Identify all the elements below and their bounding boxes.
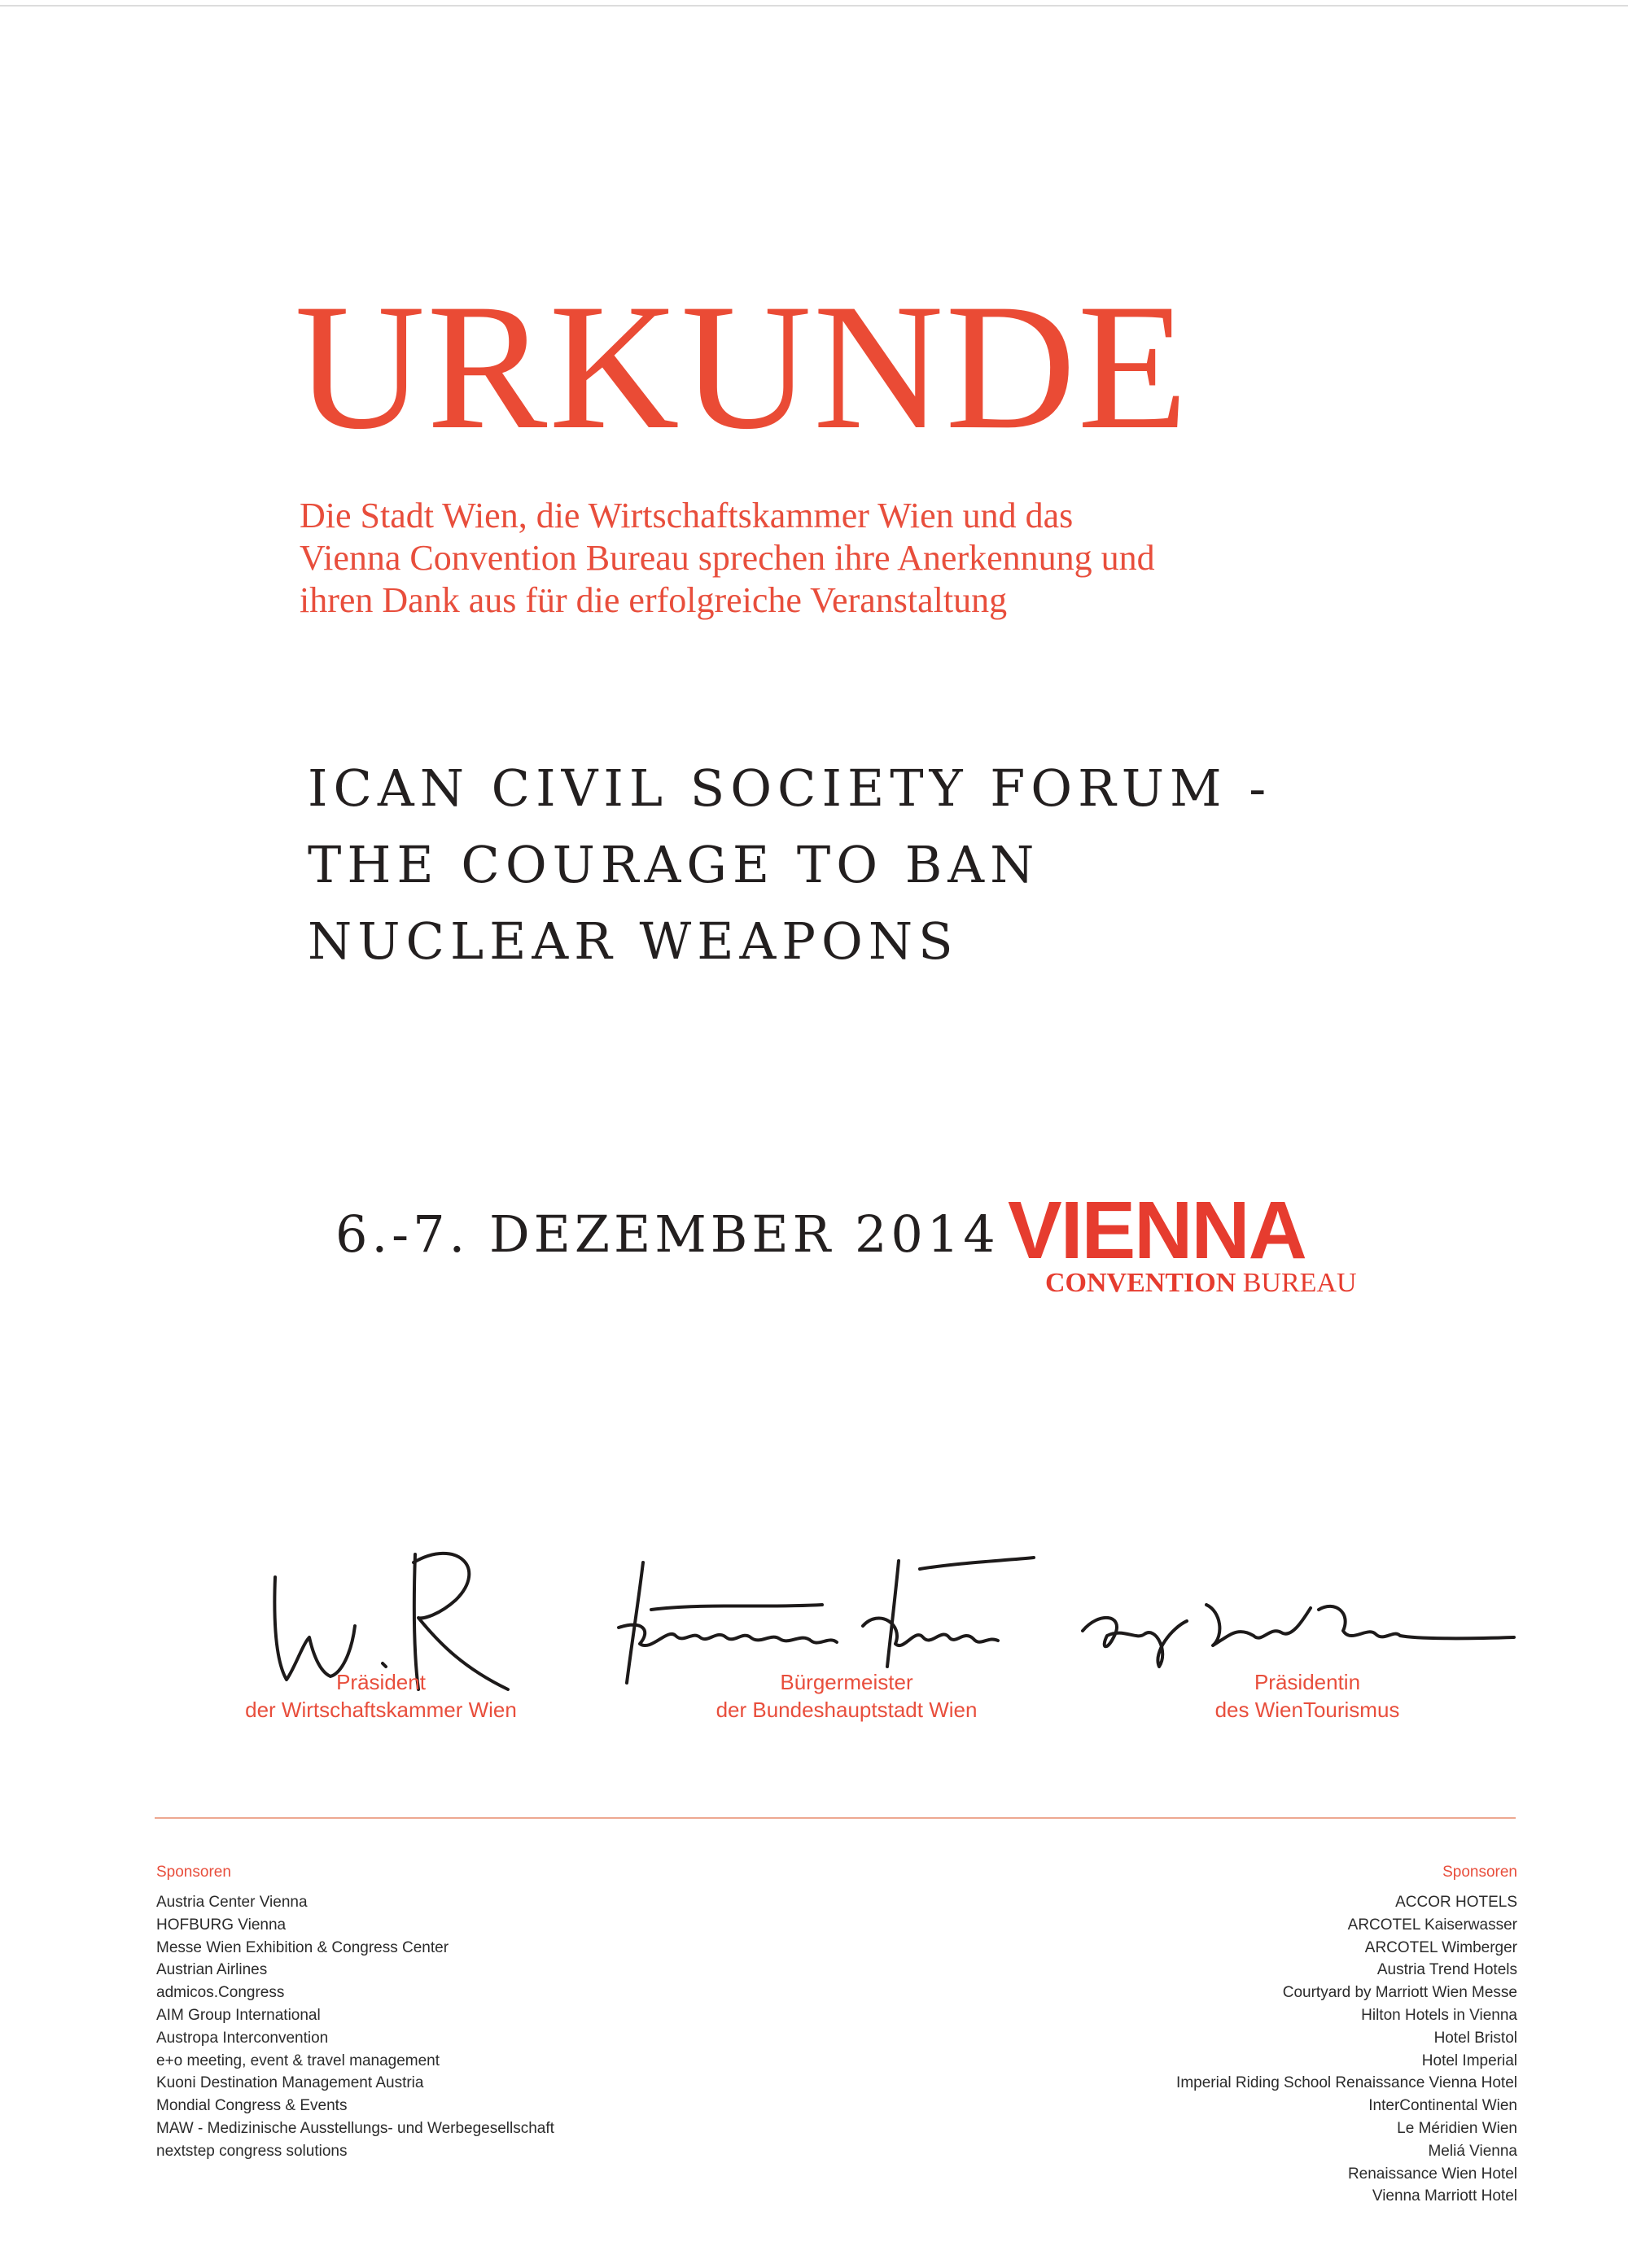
sponsor-item: Hotel Imperial	[1421, 2052, 1517, 2069]
logo-wordmark: VIENNA	[1008, 1185, 1306, 1276]
sponsor-item: Courtyard by Marriott Wien Messe	[1282, 1984, 1517, 2002]
top-edge-line	[0, 5, 1628, 7]
signatory-title: Bürgermeister	[780, 1670, 913, 1694]
event-line: ICAN CIVIL SOCIETY FORUM -	[308, 758, 1272, 818]
sponsors-list-right	[1176, 1891, 1517, 2208]
sponsor-item: Meliá Vienna	[1428, 2142, 1517, 2160]
sponsor-item: MAW - Medizinische Ausstellungs- und Werbegesellschaft	[156, 2119, 554, 2137]
signatory-title: Präsident	[336, 1670, 426, 1694]
event-line: THE COURAGE TO BAN	[308, 835, 1040, 894]
sponsor-item: InterContinental Wien	[1368, 2097, 1517, 2115]
sponsor-item: Hilton Hotels in Vienna	[1361, 2006, 1517, 2024]
event-line: NUCLEAR WEAPONS	[308, 911, 959, 971]
sponsor-item: Austria Trend Hotels	[1376, 1961, 1517, 1979]
signatory-organisation: des WienTourismus	[1214, 1698, 1400, 1722]
signatory-block	[169, 1668, 593, 1724]
signatory-organisation: der Wirtschaftskammer Wien	[245, 1698, 517, 1722]
sponsor-item: Imperial Riding School Renaissance Vienna Hotel	[1176, 2074, 1517, 2092]
sponsor-item: e+o meeting, event & travel management	[156, 2052, 440, 2069]
intro-line: Die Stadt Wien, die Wirtschaftskammer Wien und das	[300, 496, 1074, 535]
sponsor-item: Austria Center Vienna	[156, 1894, 308, 1911]
event-date: 6.-7. DEZEMBER 2014	[335, 1204, 1000, 1264]
intro-text	[300, 495, 1358, 622]
sponsor-item: ARCOTEL Wimberger	[1364, 1938, 1517, 1956]
logo-subtitle-rest: BUREAU	[1242, 1268, 1357, 1298]
sponsor-item: Hotel Bristol	[1433, 2029, 1517, 2047]
signatory-block	[1096, 1668, 1519, 1724]
sponsor-item: Austrian Airlines	[156, 1961, 268, 1979]
intro-line: Vienna Convention Bureau sprechen ihre Anerkennung und	[300, 538, 1155, 578]
sponsor-item: Kuoni Destination Management Austria	[156, 2074, 424, 2092]
vienna-convention-bureau-logo	[1008, 1185, 1357, 1298]
sponsors-heading-left: Sponsoren	[156, 1864, 231, 1881]
signatory-organisation: der Bundeshauptstadt Wien	[716, 1698, 978, 1722]
sponsor-item: ARCOTEL Kaiserwasser	[1347, 1916, 1517, 1934]
intro-line: ihren Dank aus für die erfolgreiche Veranstaltung	[300, 580, 1008, 620]
logo-subtitle-bold: CONVENTION	[1045, 1268, 1236, 1298]
sponsor-item: nextstep congress solutions	[156, 2142, 348, 2160]
signatory-block	[635, 1668, 1058, 1724]
sponsor-item: Vienna Marriott Hotel	[1372, 2187, 1517, 2205]
signature-mayor	[619, 1558, 1034, 1683]
sponsor-item: Mondial Congress & Events	[156, 2097, 348, 2115]
sponsor-item: Messe Wien Exhibition & Congress Center	[156, 1938, 449, 1956]
sponsors-heading-right: Sponsoren	[1442, 1864, 1517, 1881]
signatory-title: Präsidentin	[1254, 1670, 1361, 1694]
sponsor-item: ACCOR HOTELS	[1395, 1894, 1517, 1911]
sponsor-item: Renaissance Wien Hotel	[1347, 2165, 1517, 2183]
sponsor-item: HOFBURG Vienna	[156, 1916, 287, 1934]
sponsors-list-left	[156, 1891, 554, 2163]
certificate-title: URKUNDE	[295, 267, 1190, 467]
divider-line	[155, 1817, 1516, 1819]
signature-tourism-president	[1083, 1605, 1514, 1667]
sponsor-item: Le Méridien Wien	[1397, 2119, 1517, 2137]
event-name	[308, 750, 1271, 980]
sponsor-item: AIM Group International	[156, 2006, 321, 2024]
logo-subtitle	[1045, 1268, 1357, 1299]
sponsor-item: admicos.Congress	[156, 1984, 285, 2002]
sponsor-item: Austropa Interconvention	[156, 2029, 329, 2047]
